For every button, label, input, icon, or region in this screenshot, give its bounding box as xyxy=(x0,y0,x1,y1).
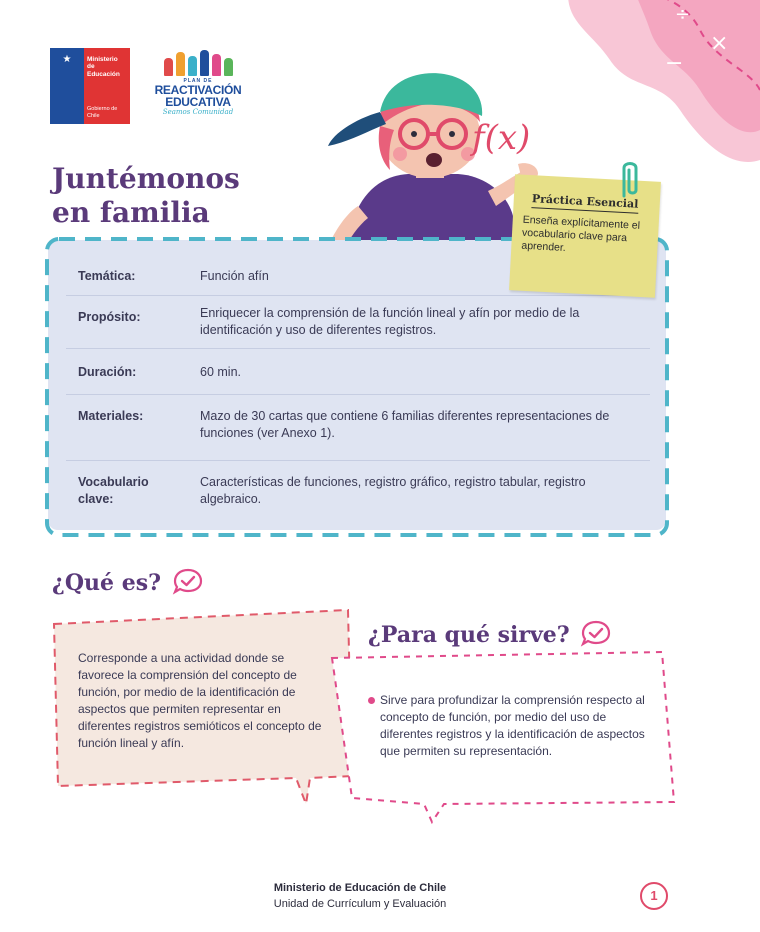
note-title: Práctica Esencial xyxy=(531,192,638,214)
info-label: Propósito: xyxy=(78,310,141,324)
plan-logo-slogan: Seamos Comunidad xyxy=(162,108,234,116)
coat-of-arms-icon: ★ xyxy=(62,54,72,65)
svg-text:−: − xyxy=(665,51,684,76)
ministry-logo-line2: Educación xyxy=(87,70,120,78)
note-body: Enseña explícitamente el vocabulario clave para aprender. xyxy=(521,213,641,254)
plan-reactivacion-logo xyxy=(152,48,244,124)
que-es-description: Corresponde a una actividad donde se favorece la comprensión del concepto de función, por medio de la identificación de aspectos que permiten representar en diferentes registros semióticos el concepto de función lineal y afín. xyxy=(78,651,322,750)
svg-text:×: × xyxy=(710,31,729,56)
info-label: Materiales: xyxy=(78,409,144,423)
info-value: Características de funciones, registro gráfico, registro tabular, registro algebraico. xyxy=(200,475,586,506)
info-value: Mazo de 30 cartas que contiene 6 familias diferentes representaciones de funciones (ver Anexo 1). xyxy=(200,409,610,440)
hands-icon xyxy=(152,48,244,76)
ministry-logo xyxy=(50,48,130,124)
plan-logo-line1: REACTIVACIÓN xyxy=(154,83,242,97)
ministry-logo-line1: Ministerio de xyxy=(87,56,118,71)
footer-unit: Unidad de Currículum y Evaluación xyxy=(273,898,447,910)
row-divider xyxy=(66,348,650,349)
bullet-dot xyxy=(368,697,375,704)
info-label: Duración: xyxy=(78,365,137,379)
row-divider xyxy=(66,295,650,296)
svg-text:÷: ÷ xyxy=(675,4,691,25)
ministry-logo-footer: Gobierno de Chile xyxy=(87,106,118,119)
page-number: 1 xyxy=(640,882,668,910)
plan-logo-line2: EDUCATIVA xyxy=(165,95,231,109)
row-divider xyxy=(66,460,650,461)
info-value: Función afín xyxy=(200,269,269,283)
para-que-sirve-description: Sirve para profundizar la comprensión respecto al concepto de función, por medio del uso de diferentes registros y la identificación de aspectos que permiten su representación. xyxy=(380,693,645,758)
page-title xyxy=(52,162,312,230)
info-label: Vocabulario clave: xyxy=(78,475,149,506)
row-divider xyxy=(66,394,650,395)
paperclip-icon xyxy=(616,156,644,200)
info-label: Temática: xyxy=(78,269,136,283)
check-bubble-icon xyxy=(173,568,203,594)
footer-ministry: Ministerio de Educación de Chile xyxy=(273,882,447,894)
para-que-sirve-heading xyxy=(368,620,611,648)
title-line-1: Juntémonos xyxy=(52,162,240,195)
function-notation-label: f(x) xyxy=(472,118,531,158)
check-bubble-icon xyxy=(581,620,611,646)
que-es-heading-text: ¿Qué es? xyxy=(52,570,161,596)
info-value: Enriquecer la comprensión de la función lineal y afín por medio de la identificación y uso de diferentes registros. xyxy=(200,306,580,337)
que-es-heading xyxy=(52,568,203,596)
info-value: 60 min. xyxy=(200,365,241,379)
para-que-sirve-heading-text: ¿Para qué sirve? xyxy=(368,622,570,648)
page-footer xyxy=(0,880,720,912)
title-line-2: en familia xyxy=(52,196,210,229)
plan-logo-small: PLAN DE xyxy=(183,78,213,84)
